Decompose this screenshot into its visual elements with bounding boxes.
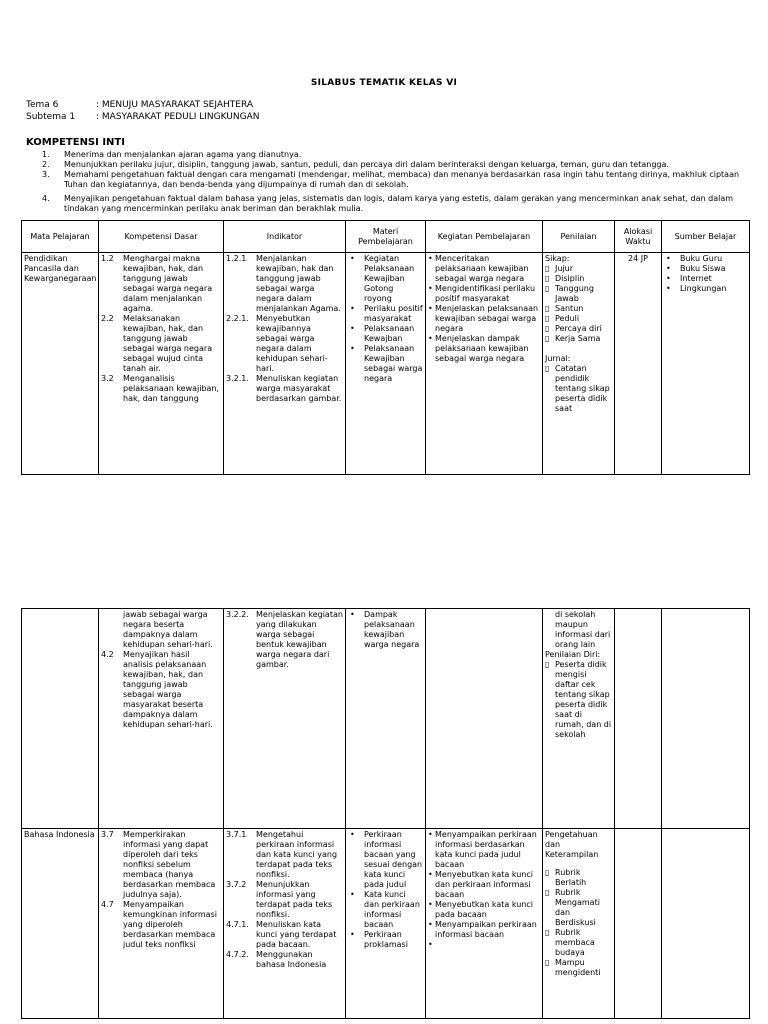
list-item: ▯ Catatan pendidik tentang sikap peserta didik saat [545,364,610,413]
list-item: • Kegiatan Pelaksanaan Kewajiban Gotong royong [348,254,423,304]
ki-item: 1. Menerima dan menjalankan ajaran agama yang dianutnya. [42,150,302,159]
list-item: ▯ Rubrik Mengamati dan Berdiskusi [545,888,600,927]
list-item: • Buku Siswa [664,264,747,274]
document-title: SILABUS TEMATIK KELAS VI [310,78,458,88]
cell-materi [346,609,426,829]
meta-tema: Tema 6 : MENUJU MASYARAKAT SEJAHTERA [26,100,254,110]
list-item: • Dampak pelaksanaan kewajiban warga negara [348,610,423,650]
cell-kd: jawab sebagai warga negara beserta dampaknya dalam kehidupan sehari-hari. 4.2 Menyajikan hasil analisis pelaksanaan kewajiban, hak, dan tanggung jawab sebagai warga masyarakat beserta dampaknya dalam kehidupan sehari-hari. [99,609,224,829]
cell-sumber [662,253,750,475]
list-item: ▯ Tanggung Jawab [545,284,594,303]
checkbox-glyph-icon: ▯ [545,264,550,273]
table-row [22,253,750,475]
meta-subtema: Subtema 1 : MASYARAKAT PEDULI LINGKUNGAN [26,112,260,122]
cell-materi [346,829,426,1019]
cell-sumber [662,829,750,1019]
cell-sumber [662,609,750,829]
cell-alokasi [615,829,662,1019]
cell-materi [346,253,426,475]
header-alokasi: Alokasi Waktu [615,221,662,253]
cell-kegiatan [426,253,543,475]
cell-penilaian: Pengetahuan dan Keterampilan ▯ Rubrik Berlatih ▯ Rubrik Mengamati dan Berdiskusi ▯ Rubrik membaca budaya ▯ Mampu mengidenti [543,829,615,1019]
list-item: • Perkiraan informasi bacaan yang sesuai dengan kata kunci pada judul [348,830,423,890]
list-item: ▯ Peserta didik mengisi daftar cek tentang sikap peserta didik saat di rumah, dan di sekolah [545,660,612,739]
list-item: ▯ Peduli [545,314,580,323]
kompetensi-inti-heading: KOMPETENSI INTI [26,137,125,148]
cell-penilaian: di sekolah maupun informasi dari orang lain Penilaian Diri: ▯ Peserta didik mengisi daftar cek tentang sikap peserta didik saat di rumah, dan di sekolah [543,609,615,829]
list-item: ▯ Jujur [545,264,574,273]
cell-alokasi: 24 JP [615,253,662,475]
header-indikator: Indikator [224,221,346,253]
header-sumber: Sumber Belajar [662,221,750,253]
list-item: • Menyampaikan perkiraan informasi berdasarkan kata kunci pada judul bacaan [428,830,540,870]
list-item: • Kata kunci dan perkiraan informasi bacaan [348,890,423,930]
ki-item: 3. Memahami pengetahuan faktual dengan cara mengamati (mendengar, melihat, membaca) dan menanya berdasarkan rasa ingin tahu tentang dirinya, makhluk ciptaan Tuhan dan kegiatannya, dan benda-benda yang dijumpainya di rumah dan di sekolah. [42,170,740,189]
table-header-row [22,221,750,253]
cell-penilaian: Sikap: ▯ Jujur ▯ Disiplin ▯ Tanggung Jawab ▯ Santun ▯ Peduli ▯ Percaya diri ▯ Kerja Sama Jurnal: ▯ Catatan pendidik tentang sikap peserta didik saat [543,253,615,475]
ki-item: 4. Menyajikan pengetahuan faktual dalam bahasa yang jelas, sistematis dan logis, dalam karya yang estetis, dalam gerakan yang mencerminkan anak sehat, dan dalam tindakan yang mencerminkan perilaku anak beriman dan berakhlak mulia. [42,194,734,213]
table-row [22,609,750,829]
page-1 [0,0,768,500]
list-item: • Menceritakan pelaksanaan kewajiban sebagai warga negara [428,254,540,284]
cell-kegiatan [426,829,543,1019]
checkbox-glyph-icon: ▯ [545,324,550,333]
list-item: • Mengidentifikasi perilaku positif masyarakat [428,284,540,304]
table-row [22,829,750,1019]
list-item: • Internet [664,274,747,284]
cell-kegiatan [426,609,543,829]
header-materi: Materi Pembelajaran [346,221,426,253]
cell-kd: 3.7 Memperkirakan informasi yang dapat diperoleh dari teks nonfiksi sebelum membaca (hanya berdasarkan membaca judulnya saja). 4.7 Menyampaikan kemungkinan informasi yang diperoleh berdasarkan membaca judul teks nonfiksi [99,829,224,1019]
list-item: • Perilaku positif masyarakat [348,304,423,324]
checkbox-glyph-icon: ▯ [545,334,550,343]
checkbox-glyph-icon: ▯ [545,304,550,313]
list-item: • Pelaksanaan Kewajiban sebagai warga negara [348,344,423,384]
checkbox-glyph-icon: ▯ [545,958,550,967]
checkbox-glyph-icon: ▯ [545,274,550,283]
header-kd: Kompetensi Dasar [99,221,224,253]
list-item: • Perkiraan proklamasi [348,930,423,950]
checkbox-glyph-icon: ▯ [545,284,550,293]
cell-mapel: Pendidikan Pancasila dan Kewarganegaraan [22,253,99,475]
checkbox-glyph-icon: ▯ [545,314,550,323]
list-item: • Menjelaskan pelaksanaan kewajiban sebagai warga negara [428,304,540,334]
list-item: ▯ Percaya diri [545,324,602,333]
ki-item: 2. Menunjukkan perilaku jujur, disiplin, tanggung jawab, santun, peduli, dan percaya diri dalam berinteraksi dengan keluarga, teman, guru dan tetangga. [42,160,669,169]
list-item: ▯ Santun [545,304,584,313]
header-kegiatan: Kegiatan Pembelajaran [426,221,543,253]
cell-indikator: 3.7.1 Mengetahui perkiraan informasi dan kata kunci yang terdapat pada teks nonfiksi. 3.7.2 Menunjukkan informasi yang terdapat pada teks nonfiksi. 4.7.1. Menuliskan kata kunci yang terdapat pada bacaan. 4.7.2. Menggunakan bahasa Indonesia [224,829,346,1019]
list-item: • Menjelaskan dampak pelaksanaan kewajiban sebagai warga negara [428,334,540,364]
cell-kd: 1.2 Menghargai makna kewajiban, hak, dan tanggung jawab sebagai warga negara dalam menjalankan agama. 2.2 Melaksanakan kewajiban, hak, dan tanggung jawab sebagai warga negara sebagai wujud cinta tanah air. 3.2 Menganalisis pelaksanaan kewajiban, hak, dan tanggung [99,253,224,475]
list-item: ▯ Mampu mengidenti [545,958,601,977]
header-penilaian: Penilaian [543,221,615,253]
cell-indikator: 1.2.1 Menjalankan kewajiban, hak dan tanggung jawab sebagai warga negara dalam menjalankan Agama. 2.2.1. Menyebutkan kewajibannya sebagai warga negara dalam kehidupan sehari-hari. 3.2.1. Menuliskan kegiatan warga masyarakat berdasarkan gambar. [224,253,346,475]
list-item: ▯ Kerja Sama [545,334,601,343]
list-item: ▯ Rubrik membaca budaya [545,928,595,957]
checkbox-glyph-icon: ▯ [545,868,550,877]
list-item: • Menyampaikan perkiraan informasi bacaan [428,920,540,940]
cell-mapel: Bahasa Indonesia [22,829,99,1019]
list-item: • Menyebutkan kata kunci dan perkiraan informasi bacaan [428,870,540,900]
silabus-table-page-1 [21,220,750,475]
header-mapel: Mata Pelajaran [22,221,99,253]
cell-indikator: 3.2.2. Menjelaskan kegiatan yang dilakukan warga sebagai bentuk kewajiban warga negara dari gambar. [224,609,346,829]
checkbox-glyph-icon: ▯ [545,888,550,897]
silabus-table-page-2 [21,608,750,1019]
checkbox-glyph-icon: ▯ [545,660,550,669]
list-item: • Pelaksanaan Kewajban [348,324,423,344]
checkbox-glyph-icon: ▯ [545,928,550,937]
kompetensi-inti-list [26,150,746,214]
list-item: • Buku Guru [664,254,747,264]
list-item: ▯ Rubrik Berlatih [545,868,587,887]
list-item: • Menyebutkan kata kunci pada bacaan [428,900,540,920]
cell-alokasi [615,609,662,829]
checkbox-glyph-icon: ▯ [545,364,550,373]
list-item: • Lingkungan [664,284,747,294]
list-item: ▯ Disiplin [545,274,585,283]
cell-mapel [22,609,99,829]
